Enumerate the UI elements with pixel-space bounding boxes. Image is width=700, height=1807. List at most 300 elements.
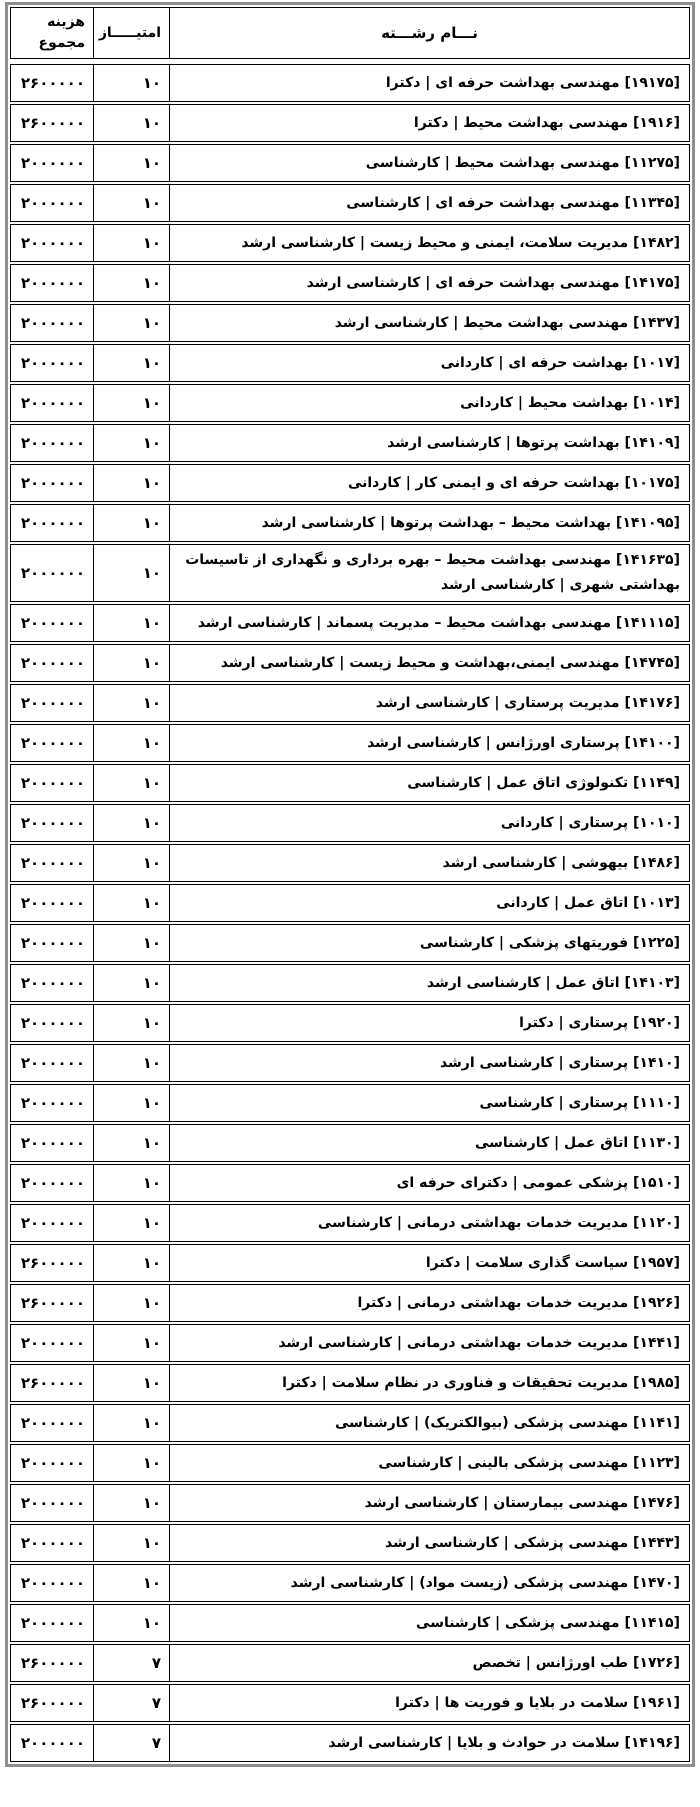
row-total-cost-cell [11,605,94,641]
table-row [10,1724,690,1762]
row-field-name-cell [170,845,689,881]
row-score-cell [94,185,170,221]
row-total-cost-cell [11,885,94,921]
table-row [10,1044,690,1082]
row-field-name-cell [170,1365,689,1401]
row-total-cost-cell [11,465,94,501]
row-field-name-value: [۱۴۴۱] مدیریت خدمات بهداشتی درمانی | کارشناسی ارشد [278,1334,680,1351]
row-score-cell [94,1565,170,1601]
row-field-name-value: [۱۴۱۰۳] اتاق عمل | کارشناسی ارشد [426,974,680,991]
row-score-cell [94,605,170,641]
row-field-name-value: [۱۲۲۵] فوریتهای پزشکی | کارشناسی [419,934,680,951]
row-score-value: ۱۰ [142,974,161,992]
row-field-name-value: [۱۴۱۹۶] سلامت در حوادث و بلایا | کارشناسی ارشد [328,1734,680,1751]
row-field-name-cell [170,605,689,641]
row-field-name-cell [170,545,689,601]
row-score-value: ۱۰ [142,114,161,132]
row-total-cost-value: ۲۰۰۰۰۰۰ [20,1414,85,1432]
row-score-value: ۱۰ [142,934,161,952]
table-row [10,644,690,682]
row-score-cell [94,805,170,841]
table-row [10,1564,690,1602]
row-score-cell [94,965,170,1001]
row-field-name-value: [۱۷۲۶] طب اورژانس | تخصص [472,1654,680,1671]
row-field-name-value: [۱۰۱۴] بهداشت محیط | کاردانی [460,394,680,411]
row-score-cell [94,885,170,921]
row-total-cost-value: ۲۰۰۰۰۰۰ [20,1094,85,1112]
row-score-cell [94,765,170,801]
row-total-cost-value: ۲۶۰۰۰۰۰ [20,1374,85,1392]
row-score-cell [94,1245,170,1281]
table-row [10,1084,690,1122]
row-total-cost-value: ۲۰۰۰۰۰۰ [20,154,85,172]
row-total-cost-cell [11,845,94,881]
table-row [10,724,690,762]
row-field-name-value: [۱۰۱۷] بهداشت حرفه ای | کاردانی [440,354,680,371]
row-field-name-value: [۱۹۸۵] مدیریت تحقیقات و فناوری در نظام سلامت | دکترا [282,1374,680,1391]
row-field-name-cell [170,1325,689,1361]
row-field-name-value: [۱۰۱۷۵] بهداشت حرفه ای و ایمنی کار | کاردانی [347,474,680,491]
row-score-value: ۱۰ [142,694,161,712]
row-score-value: ۱۰ [142,1374,161,1392]
table-row [10,1684,690,1722]
row-score-cell [94,385,170,421]
row-field-name-cell [170,305,689,341]
row-total-cost-cell [11,685,94,721]
table-row [10,1004,690,1042]
row-field-name-cell [170,505,689,541]
row-score-value: ۷ [151,1694,161,1712]
row-field-name-cell [170,1165,689,1201]
row-total-cost-cell [11,185,94,221]
row-score-value: ۱۰ [142,394,161,412]
row-score-cell [94,505,170,541]
row-score-cell [94,1285,170,1321]
row-total-cost-value: ۲۰۰۰۰۰۰ [20,314,85,332]
row-score-cell [94,1005,170,1041]
row-total-cost-cell [11,805,94,841]
row-total-cost-value: ۲۶۰۰۰۰۰ [20,1694,85,1712]
row-field-name-cell [170,725,689,761]
row-total-cost-cell [11,225,94,261]
row-total-cost-cell [11,425,94,461]
row-total-cost-value: ۲۰۰۰۰۰۰ [20,694,85,712]
row-total-cost-value: ۲۰۰۰۰۰۰ [20,274,85,292]
row-score-value: ۱۰ [142,1094,161,1112]
row-total-cost-value: ۲۰۰۰۰۰۰ [20,1734,85,1752]
row-score-cell [94,265,170,301]
row-total-cost-value: ۲۰۰۰۰۰۰ [20,434,85,452]
row-total-cost-value: ۲۰۰۰۰۰۰ [20,1214,85,1232]
row-score-cell [94,305,170,341]
table-row [10,184,690,222]
table-row [10,544,690,602]
row-total-cost-cell [11,1485,94,1521]
row-total-cost-value: ۲۶۰۰۰۰۰ [20,114,85,132]
row-score-value: ۱۰ [142,314,161,332]
row-total-cost-value: ۲۰۰۰۰۰۰ [20,814,85,832]
row-score-cell [94,65,170,101]
row-score-cell [94,105,170,141]
row-score-value: ۱۰ [142,514,161,532]
row-field-name-cell [170,1445,689,1481]
row-field-name-value: [۱۱۱۰] پرستاری | کارشناسی [479,1094,680,1111]
row-field-name-cell [170,685,689,721]
row-field-name-cell [170,1245,689,1281]
row-score-value: ۱۰ [142,354,161,372]
row-field-name-value: [۱۱۴۱۵] مهندسی پزشکی | کارشناسی [416,1614,680,1631]
row-total-cost-value: ۲۶۰۰۰۰۰ [20,1654,85,1672]
table-header-row [10,7,690,59]
row-field-name-value: [۱۹۵۷] سیاست گذاری سلامت | دکترا [425,1254,680,1271]
row-field-name-value: [۱۴۸۲] مدیریت سلامت، ایمنی و محیط زیست | کارشناسی ارشد [241,234,680,251]
row-total-cost-value: ۲۰۰۰۰۰۰ [20,1334,85,1352]
row-field-name-value: [۱۰۱۳] اتاق عمل | کاردانی [496,894,680,911]
row-score-value: ۷ [151,1734,161,1752]
row-score-value: ۱۰ [142,154,161,172]
row-score-value: ۱۰ [142,854,161,872]
row-total-cost-cell [11,1365,94,1401]
row-total-cost-value: ۲۰۰۰۰۰۰ [20,1574,85,1592]
row-field-name-cell [170,1045,689,1081]
row-score-value: ۱۰ [142,1534,161,1552]
row-field-name-cell [170,65,689,101]
row-total-cost-cell [11,1405,94,1441]
row-score-cell [94,145,170,181]
row-field-name-value: [۱۱۴۹] تکنولوژی اتاق عمل | کارشناسی [407,774,680,791]
header-score [94,8,170,58]
row-field-name-cell [170,1645,689,1681]
row-field-name-value: [۱۴۴۳] مهندسی پزشکی | کارشناسی ارشد [385,1534,680,1551]
row-total-cost-value: ۲۰۰۰۰۰۰ [20,774,85,792]
row-score-cell [94,1725,170,1761]
row-score-value: ۱۰ [142,1334,161,1352]
row-score-cell [94,1365,170,1401]
row-total-cost-value: ۲۰۰۰۰۰۰ [20,354,85,372]
row-score-cell [94,425,170,461]
row-total-cost-value: ۲۰۰۰۰۰۰ [20,1174,85,1192]
row-score-value: ۱۰ [142,614,161,632]
row-total-cost-cell [11,1605,94,1641]
row-field-name-cell [170,1285,689,1321]
row-field-name-value: [۱۴۱۰] پرستاری | کارشناسی ارشد [439,1054,680,1071]
row-field-name-cell [170,925,689,961]
row-total-cost-value: ۲۰۰۰۰۰۰ [20,974,85,992]
row-total-cost-value: ۲۰۰۰۰۰۰ [20,514,85,532]
row-field-name-value: [۱۴۱۰۰] پرستاری اورژانس | کارشناسی ارشد [367,734,680,751]
row-total-cost-value: ۲۰۰۰۰۰۰ [20,1614,85,1632]
row-field-name-value: [۱۴۷۶] مهندسی بیمارستان | کارشناسی ارشد [364,1494,680,1511]
row-field-name-value: [۱۱۲۰] مدیریت خدمات بهداشتی درمانی | کارشناسی [317,1214,680,1231]
header-score-label: امتیـــــاز [98,24,161,41]
row-score-value: ۱۰ [142,564,161,582]
row-total-cost-cell [11,1445,94,1481]
row-field-name-cell [170,185,689,221]
row-total-cost-cell [11,345,94,381]
row-total-cost-cell [11,545,94,601]
row-total-cost-value: ۲۶۰۰۰۰۰ [20,1254,85,1272]
row-field-name-cell [170,805,689,841]
row-total-cost-cell [11,385,94,421]
row-field-name-value: [۱۴۱۶۳۵] مهندسی بهداشت محیط – بهره برداری و نگهداری از تاسیسات بهداشتی شهری | کارشناسی ارشد [185,552,680,593]
row-score-cell [94,1085,170,1121]
row-field-name-value: [۱۴۱۰۹۵] بهداشت محیط – بهداشت پرتوها | کارشناسی ارشد [261,514,680,531]
programs-fee-table [5,2,695,1767]
row-total-cost-cell [11,1245,94,1281]
table-row [10,964,690,1002]
row-field-name-cell [170,225,689,261]
row-score-cell [94,545,170,601]
row-total-cost-value: ۲۰۰۰۰۰۰ [20,194,85,212]
row-total-cost-cell [11,1085,94,1121]
row-score-cell [94,685,170,721]
row-total-cost-value: ۲۰۰۰۰۰۰ [20,234,85,252]
row-field-name-value: [۱۴۱۱۱۵] مهندسی بهداشت محیط – مدیریت پسماند | کارشناسی ارشد [197,614,680,631]
row-field-name-value: [۱۱۳۰] اتاق عمل | کارشناسی [474,1134,680,1151]
row-field-name-value: [۱۵۱۰] پزشکی عمومی | دکترای حرفه ای [396,1174,680,1191]
row-total-cost-cell [11,265,94,301]
row-field-name-cell [170,1205,689,1241]
row-field-name-cell [170,1485,689,1521]
row-score-value: ۱۰ [142,814,161,832]
table-row [10,844,690,882]
row-score-value: ۱۰ [142,1214,161,1232]
row-field-name-cell [170,1005,689,1041]
row-total-cost-cell [11,1285,94,1321]
row-field-name-value: [۱۹۱۷۵] مهندسی بهداشت حرفه ای | دکترا [385,74,680,91]
row-total-cost-value: ۲۰۰۰۰۰۰ [20,1534,85,1552]
row-score-cell [94,1205,170,1241]
row-field-name-value: [۱۴۳۷] مهندسی بهداشت محیط | کارشناسی ارشد [334,314,680,331]
row-score-cell [94,1645,170,1681]
row-score-value: ۱۰ [142,1134,161,1152]
row-total-cost-value: ۲۰۰۰۰۰۰ [20,934,85,952]
row-field-name-value: [۱۹۲۶] مدیریت خدمات بهداشتی درمانی | دکترا [357,1294,680,1311]
table-row [10,804,690,842]
row-total-cost-value: ۲۰۰۰۰۰۰ [20,854,85,872]
row-field-name-cell [170,885,689,921]
row-field-name-cell [170,1525,689,1561]
row-total-cost-value: ۲۰۰۰۰۰۰ [20,614,85,632]
table-row [10,1244,690,1282]
row-score-value: ۱۰ [142,74,161,92]
row-total-cost-cell [11,65,94,101]
row-total-cost-cell [11,1565,94,1601]
row-score-cell [94,1325,170,1361]
row-field-name-value: [۱۴۷۴۵] مهندسی ایمنی،بهداشت و محیط زیست | کارشناسی ارشد [220,654,680,671]
table-row [10,64,690,102]
row-total-cost-value: ۲۰۰۰۰۰۰ [20,1454,85,1472]
row-score-value: ۱۰ [142,774,161,792]
row-field-name-cell [170,465,689,501]
row-total-cost-value: ۲۰۰۰۰۰۰ [20,1134,85,1152]
table-row [10,1644,690,1682]
row-score-cell [94,645,170,681]
row-score-value: ۱۰ [142,1414,161,1432]
row-score-cell [94,225,170,261]
table-row [10,224,690,262]
row-total-cost-cell [11,1125,94,1161]
row-total-cost-cell [11,1045,94,1081]
row-field-name-value: [۱۱۲۷۵] مهندسی بهداشت محیط | کارشناسی [365,154,680,171]
row-total-cost-value: ۲۰۰۰۰۰۰ [20,1054,85,1072]
row-score-cell [94,1445,170,1481]
table-row [10,1364,690,1402]
row-score-cell [94,1605,170,1641]
row-score-cell [94,1525,170,1561]
table-row [10,1204,690,1242]
row-score-value: ۱۰ [142,654,161,672]
row-total-cost-cell [11,965,94,1001]
row-score-cell [94,1685,170,1721]
row-total-cost-value: ۲۰۰۰۰۰۰ [20,474,85,492]
row-field-name-cell [170,1405,689,1441]
row-score-value: ۱۰ [142,1454,161,1472]
table-row [10,1164,690,1202]
row-score-value: ۱۰ [142,194,161,212]
row-score-value: ۱۰ [142,1254,161,1272]
row-field-name-value: [۱۹۶۱] سلامت در بلایا و فوریت ها | دکترا [395,1694,680,1711]
header-total-cost-label: هزینه مجموع [38,14,85,51]
table-row [10,344,690,382]
row-field-name-cell [170,1685,689,1721]
header-field-name [170,8,689,58]
row-field-name-value: [۱۱۲۳] مهندسی پزشکی بالینی | کارشناسی [378,1454,680,1471]
row-field-name-cell [170,425,689,461]
row-score-cell [94,925,170,961]
row-score-value: ۱۰ [142,1014,161,1032]
table-row [10,764,690,802]
row-total-cost-cell [11,1645,94,1681]
row-score-cell [94,1125,170,1161]
row-field-name-value: [۱۴۷۰] مهندسی پزشکی (زیست مواد) | کارشناسی ارشد [290,1574,680,1591]
header-field-name-label: نـــام رشـــته [381,23,478,42]
row-field-name-cell [170,1605,689,1641]
row-field-name-cell [170,345,689,381]
table-row [10,1444,690,1482]
table-row [10,684,690,722]
row-total-cost-cell [11,1685,94,1721]
table-row [10,1284,690,1322]
row-total-cost-cell [11,1725,94,1761]
row-total-cost-value: ۲۶۰۰۰۰۰ [20,74,85,92]
row-total-cost-cell [11,145,94,181]
row-score-value: ۱۰ [142,894,161,912]
row-score-value: ۷ [151,1654,161,1672]
table-row [10,424,690,462]
table-row [10,1524,690,1562]
table-row [10,884,690,922]
table-row [10,604,690,642]
table-row [10,384,690,422]
row-total-cost-cell [11,1325,94,1361]
row-total-cost-value: ۲۰۰۰۰۰۰ [20,564,85,582]
row-score-cell [94,1045,170,1081]
row-total-cost-value: ۲۰۰۰۰۰۰ [20,894,85,912]
row-field-name-cell [170,1125,689,1161]
row-score-value: ۱۰ [142,1054,161,1072]
row-field-name-cell [170,1725,689,1761]
row-field-name-cell [170,965,689,1001]
row-total-cost-value: ۲۰۰۰۰۰۰ [20,1494,85,1512]
row-total-cost-cell [11,1165,94,1201]
row-field-name-value: [۱۹۲۰] پرستاری | دکترا [519,1014,680,1031]
table-row [10,1324,690,1362]
row-field-name-cell [170,645,689,681]
table-row [10,304,690,342]
table-row [10,1604,690,1642]
row-field-name-value: [۱۱۳۴۵] مهندسی بهداشت حرفه ای | کارشناسی [346,194,680,211]
row-field-name-cell [170,105,689,141]
row-total-cost-value: ۲۰۰۰۰۰۰ [20,394,85,412]
row-field-name-value: [۱۹۱۶] مهندسی بهداشت محیط | دکترا [413,114,680,131]
row-total-cost-value: ۲۰۰۰۰۰۰ [20,654,85,672]
row-field-name-cell [170,145,689,181]
row-field-name-cell [170,1085,689,1121]
row-field-name-cell [170,265,689,301]
table-row [10,1484,690,1522]
row-total-cost-cell [11,1205,94,1241]
row-field-name-value: [۱۱۴۱] مهندسی پزشکی (بیوالکتریک) | کارشناسی [334,1414,680,1431]
row-field-name-value: [۱۴۸۶] بیهوشی | کارشناسی ارشد [442,854,680,871]
row-score-value: ۱۰ [142,434,161,452]
row-field-name-cell [170,1565,689,1601]
table-row [10,504,690,542]
row-score-cell [94,345,170,381]
row-score-value: ۱۰ [142,474,161,492]
table-body [10,64,690,1762]
row-score-value: ۱۰ [142,1174,161,1192]
table-row [10,464,690,502]
row-score-value: ۱۰ [142,1494,161,1512]
row-score-value: ۱۰ [142,1614,161,1632]
table-row [10,264,690,302]
row-total-cost-cell [11,725,94,761]
header-total-cost [11,8,94,58]
row-score-value: ۱۰ [142,1294,161,1312]
row-score-cell [94,465,170,501]
row-total-cost-value: ۲۰۰۰۰۰۰ [20,734,85,752]
row-total-cost-cell [11,1525,94,1561]
table-row [10,144,690,182]
row-total-cost-value: ۲۰۰۰۰۰۰ [20,1014,85,1032]
row-total-cost-cell [11,925,94,961]
row-score-value: ۱۰ [142,1574,161,1592]
row-score-value: ۱۰ [142,734,161,752]
row-total-cost-cell [11,645,94,681]
table-row [10,104,690,142]
row-score-cell [94,725,170,761]
table-row [10,1404,690,1442]
row-score-cell [94,1165,170,1201]
table-row [10,924,690,962]
row-field-name-value: [۱۴۱۰۹] بهداشت پرتوها | کارشناسی ارشد [387,434,680,451]
row-field-name-value: [۱۰۱۰] پرستاری | کاردانی [500,814,680,831]
row-total-cost-value: ۲۶۰۰۰۰۰ [20,1294,85,1312]
row-score-cell [94,1405,170,1441]
row-total-cost-cell [11,1005,94,1041]
row-score-value: ۱۰ [142,274,161,292]
row-field-name-value: [۱۴۱۷۶] مدیریت پرستاری | کارشناسی ارشد [375,694,680,711]
row-total-cost-cell [11,105,94,141]
row-score-cell [94,845,170,881]
row-score-value: ۱۰ [142,234,161,252]
row-field-name-cell [170,385,689,421]
row-field-name-value: [۱۴۱۷۵] مهندسی بهداشت حرفه ای | کارشناسی ارشد [306,274,680,291]
row-score-cell [94,1485,170,1521]
row-total-cost-cell [11,505,94,541]
row-field-name-cell [170,765,689,801]
